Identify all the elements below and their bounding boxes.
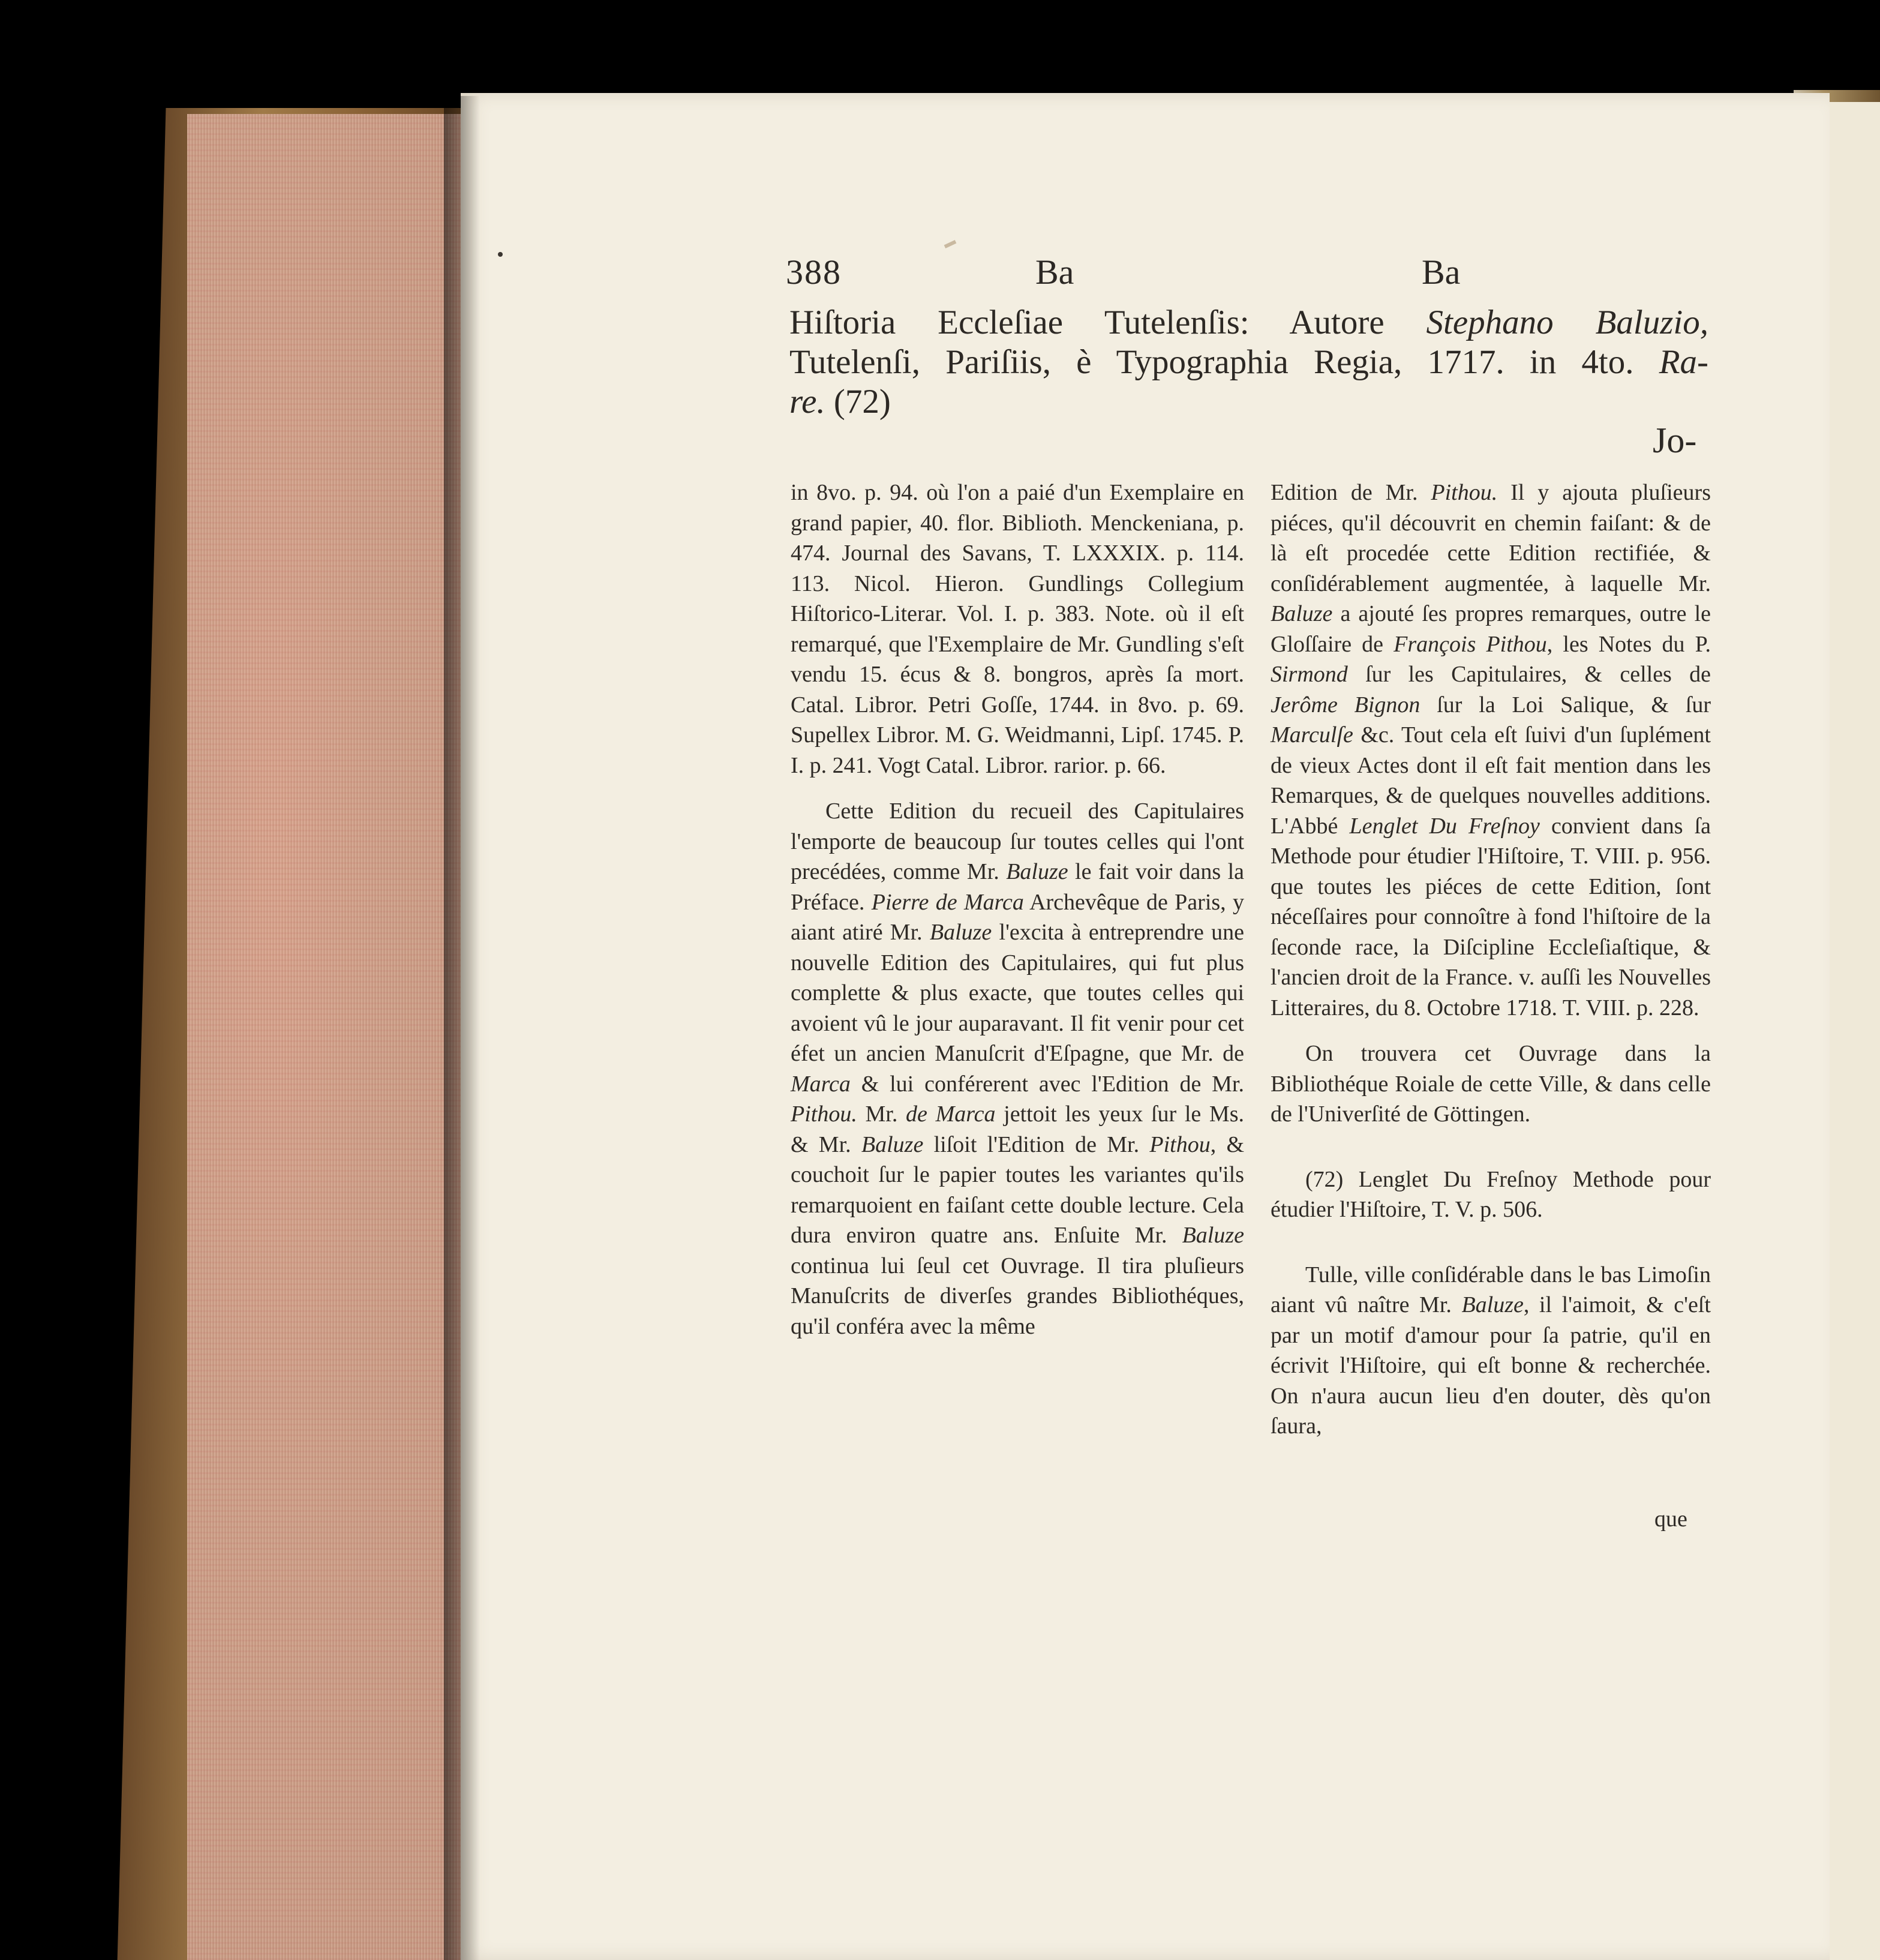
catchword-bottom: que: [1654, 1506, 1687, 1532]
ink-dot: [498, 252, 503, 257]
right-paragraph-1: Edition de Mr. Pithou. Il y ajouta pluſieurs piéces, qu'il découvrit en chemin faiſant: & de là eſt procedée cette Edition rectifiée, & conſidérablement augmentée, à laquelle Mr. Baluze a ajouté ſes propres remarques, outre le Gloſſaire de François Pithou, les Notes du P. Sirmond ſur les Capitulaires, & celles de Jerôme Bignon ſur la Loi Salique, & ſur Marculſe &c. Tout cela eſt ſuivi d'un ſuplément de vieux Actes dont il eſt fait mention dans les Remarques, & de quelques nouvelles additions. L'Abbé Lenglet Du Freſnoy convient dans ſa Methode pour étudier l'Hiſtoire, T. VIII. p. 956. que toutes les piéces de cette Edition, ſont néceſſaires pour connoître à fond l'hiſtoire de la ſeconde race, la Diſcipline Eccleſiaſtique, & l'ancien droit de la France. v. auſſi les Nouvelles Litteraires, du 8. Octobre 1718. T. VIII. p. 228.: [1271, 480, 1711, 1020]
left-paragraph-1: in 8vo. p. 94. où l'on a paié d'un Exemplaire en grand papier, 40. flor. Biblioth. Menckeniana, p. 474. Journal des Savans, T. LXXXIX. p. 114. 113. Nicol. Hieron. Gundlings Collegium Hiſtorico-Literar. Vol. I. p. 383. Note. où il eſt remarqué, que l'Exemplaire de Mr. Gundling s'eſt vendu 15. écus & 8. bongros, après ſa mort. Catal. Libror. Petri Goſſe, 1744. in 8vo. p. 69. Supellex Libror. M. G. Weidmanni, Lipſ. 1745. P. I. p. 241. Vogt Catal. Libror. rarior. p. 66.: [791, 480, 1244, 778]
left-column: [791, 478, 1244, 1341]
page-number: 388: [786, 253, 842, 292]
title-line-1: Hiſtoria Eccleſiae Tutelenſis: Autore Stephano Baluzio,: [789, 304, 1708, 341]
page-fore-edge: [187, 114, 469, 1960]
gutter-shadow: [444, 96, 480, 1960]
footnote-72: (72) Lenglet Du Freſnoy Methode pour étudier l'Hiſtoire, T. V. p. 506.: [1271, 1166, 1711, 1222]
left-paragraph-2: Cette Edition du recueil des Capitulaires l'emporte de beaucoup ſur toutes celles qui l'ont precédées, comme Mr. Baluze le fait voir dans la Préface. Pierre de Marca Archevêque de Paris, y aiant atiré Mr. Baluze l'excita à entreprendre une nouvelle Edition des Capitulaires, qui fut plus complette & plus exacte, que toutes celles qui avoient vû le jour auparavant. Il fit venir pour cet éfet un ancien Manuſcrit d'Eſpagne, que Mr. de Marca & lui conférerent avec l'Edition de Mr. Pithou. Mr. de Marca jettoit les yeux ſur le Ms. & Mr. Baluze liſoit l'Edition de Mr. Pithou, & couchoit ſur le papier toutes les variantes qu'ils remarquoient en faiſant cette double lecture. Cela dura environ quatre ans. Enſuite Mr. Baluze continua lui ſeul cet Ouvrage. Il tira pluſieurs Manuſcrits de diverſes grandes Bibliothéques, qu'il conféra avec la même: [791, 799, 1245, 1339]
right-column: [1271, 478, 1711, 1442]
running-head-right: Ba: [1422, 253, 1461, 292]
title-line-3: re. (72): [789, 383, 891, 421]
right-paragraph-2: On trouvera cet Ouvrage dans la Bibliothéque Roiale de cette Ville, & dans celle de l'Univerſité de Göttingen.: [1271, 1041, 1711, 1127]
right-paragraph-4: Tulle, ville conſidérable dans le bas Limoſin aiant vû naître Mr. Baluze, il l'aimoit, & c'eſt par un motif d'amour pour ſa patrie, qu'il en écrivit l'Hiſtoire, qui eſt bonne & recherchée. On n'aura aucun lieu d'en douter, dès qu'on ſaura,: [1271, 1262, 1711, 1439]
running-head-left: Ba: [1035, 253, 1074, 292]
entry-title: [789, 303, 1708, 422]
catchword-top: Jo-: [1653, 421, 1697, 460]
facing-page-edge: [1827, 102, 1880, 1960]
title-line-2: Tutelenſi, Pariſiis, è Typographia Regia, 1717. in 4to. Ra-: [789, 343, 1708, 381]
